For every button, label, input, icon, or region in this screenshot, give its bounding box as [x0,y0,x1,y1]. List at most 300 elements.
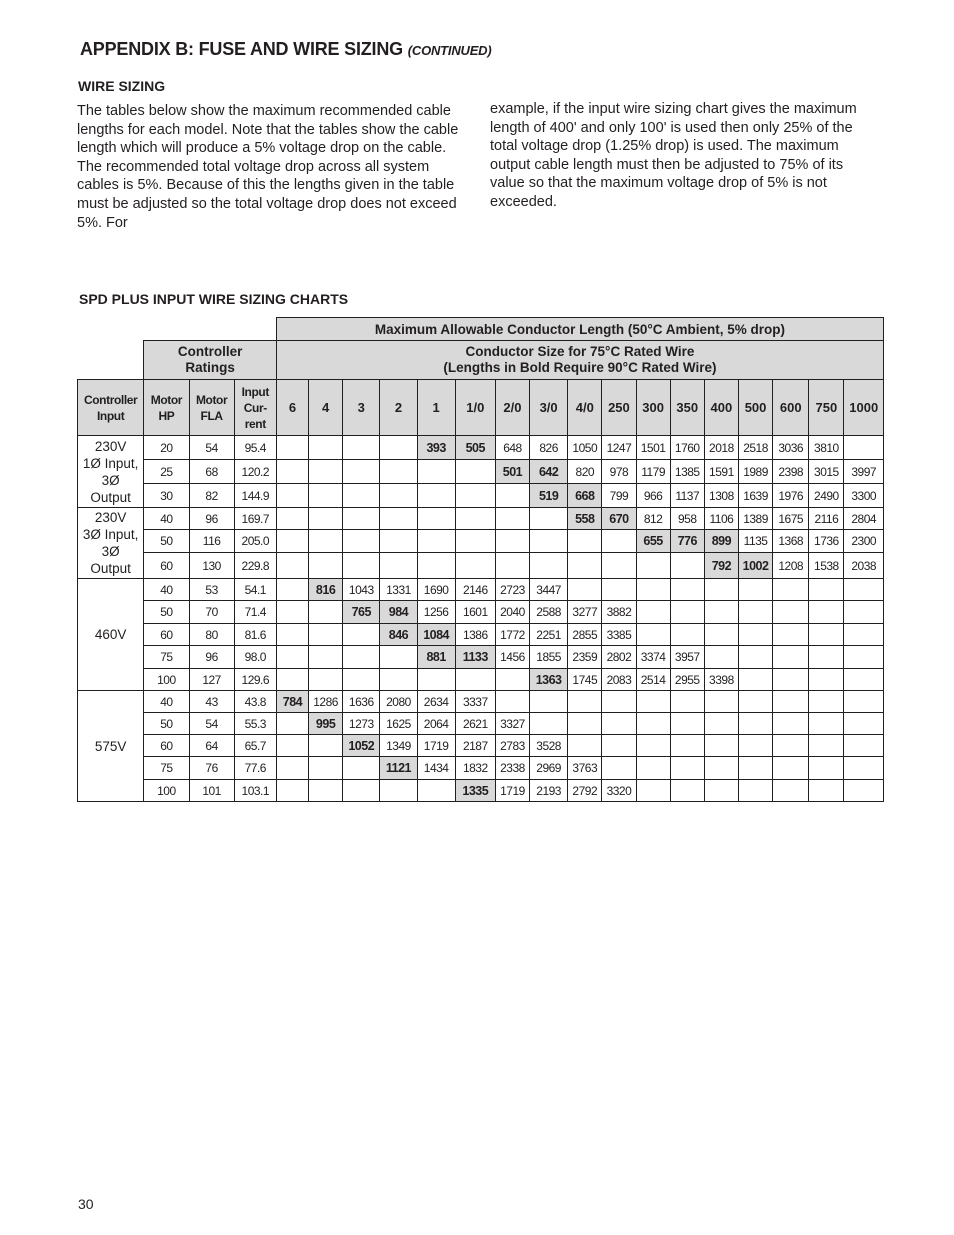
length-cell: 2723 [495,579,529,601]
input-current-cell: 81.6 [234,624,276,646]
length-cell: 1256 [417,601,455,624]
length-cell [495,691,529,713]
length-cell: 2783 [495,735,529,757]
length-cell [773,601,809,624]
length-cell: 958 [670,508,704,530]
length-cell [495,669,529,691]
length-cell: 2804 [844,508,884,530]
length-cell: 816 [309,579,343,601]
length-cell: 393 [417,436,455,460]
input-current-cell: 77.6 [234,757,276,780]
input-current-cell: 71.4 [234,601,276,624]
input-current-cell: 55.3 [234,713,276,735]
length-cell [636,780,670,802]
length-cell: 1368 [773,530,809,553]
motor-fla-cell: 101 [189,780,234,802]
length-cell [844,646,884,669]
table-row [78,436,884,460]
motor-hp-cell: 75 [144,646,189,669]
length-cell: 820 [568,460,602,484]
table-row [78,508,884,530]
length-cell: 1719 [417,735,455,757]
length-cell: 1106 [704,508,738,530]
length-cell: 846 [380,624,417,646]
length-cell: 2083 [602,669,636,691]
length-cell [738,735,772,757]
length-cell: 2955 [670,669,704,691]
length-cell: 1636 [343,691,380,713]
length-cell [568,553,602,579]
length-cell [343,436,380,460]
length-cell [309,757,343,780]
length-cell [417,553,455,579]
controller-input-label: 230V 3Ø Input, 3Ø Output [78,508,144,579]
length-cell: 1601 [455,601,495,624]
length-cell: 668 [568,484,602,508]
length-cell [773,624,809,646]
length-cell [844,601,884,624]
length-cell: 1501 [636,436,670,460]
length-cell: 1675 [773,508,809,530]
length-cell [309,508,343,530]
length-cell [276,484,308,508]
length-cell [670,713,704,735]
section-title: WIRE SIZING [78,78,166,94]
length-cell [844,713,884,735]
length-cell: 2514 [636,669,670,691]
motor-hp-cell: 40 [144,691,189,713]
length-cell [343,757,380,780]
motor-fla-cell: 82 [189,484,234,508]
length-cell: 2038 [844,553,884,579]
motor-fla-cell: 96 [189,646,234,669]
length-cell: 2490 [809,484,844,508]
col-header-size: 4 [309,380,343,436]
length-cell [417,530,455,553]
table-row [78,780,884,802]
length-cell [276,757,308,780]
length-cell [380,780,417,802]
input-current-cell: 205.0 [234,530,276,553]
table-row [78,553,884,579]
length-cell [530,508,568,530]
length-cell: 799 [602,484,636,508]
length-cell [704,646,738,669]
col-header-size: 2 [380,380,417,436]
length-cell [380,669,417,691]
input-current-cell: 129.6 [234,669,276,691]
length-cell: 2855 [568,624,602,646]
length-cell: 881 [417,646,455,669]
length-cell [276,508,308,530]
input-current-cell: 169.7 [234,508,276,530]
length-cell [844,624,884,646]
length-cell [773,735,809,757]
motor-hp-cell: 60 [144,624,189,646]
length-cell [309,646,343,669]
col-header-size: 300 [636,380,670,436]
col-header-motor-fla: Motor FLA [189,380,234,436]
input-current-cell: 98.0 [234,646,276,669]
length-cell: 984 [380,601,417,624]
length-cell: 812 [636,508,670,530]
length-cell [738,624,772,646]
length-cell: 995 [309,713,343,735]
length-cell [455,669,495,691]
length-cell [773,579,809,601]
length-cell: 1208 [773,553,809,579]
length-cell: 1137 [670,484,704,508]
length-cell [738,646,772,669]
length-cell: 1331 [380,579,417,601]
length-cell: 2064 [417,713,455,735]
motor-fla-cell: 70 [189,601,234,624]
paragraph-right: example, if the input wire sizing chart gives the maximum length of 400' and only 100' is used then only 25% of the total voltage drop (1.25% drop) is used. The maximum output cable length must then be adjusted to 75% of its value so that the maximum voltage drop of 5% is not exceeded. [490,101,857,210]
length-cell: 3036 [773,436,809,460]
length-cell [380,530,417,553]
length-cell [809,601,844,624]
motor-hp-cell: 75 [144,757,189,780]
length-cell [455,460,495,484]
col-header-motor-hp: Motor HP [144,380,189,436]
motor-fla-cell: 64 [189,735,234,757]
length-cell [309,669,343,691]
length-cell: 3385 [602,624,636,646]
length-cell [738,780,772,802]
length-cell: 1043 [343,579,380,601]
input-current-cell: 144.9 [234,484,276,508]
length-cell: 2518 [738,436,772,460]
motor-fla-cell: 96 [189,508,234,530]
length-cell [636,735,670,757]
length-cell: 978 [602,460,636,484]
length-cell [602,579,636,601]
length-cell [417,780,455,802]
input-current-cell: 54.1 [234,579,276,601]
length-cell [530,553,568,579]
motor-hp-cell: 60 [144,553,189,579]
length-cell [809,646,844,669]
length-cell: 648 [495,436,529,460]
input-current-cell: 103.1 [234,780,276,802]
length-cell: 2251 [530,624,568,646]
length-cell [809,735,844,757]
length-cell: 1135 [738,530,772,553]
length-cell: 1625 [380,713,417,735]
length-cell [568,691,602,713]
length-cell: 899 [704,530,738,553]
length-cell [380,646,417,669]
length-cell [568,735,602,757]
length-cell [670,553,704,579]
length-cell [343,530,380,553]
length-cell [773,713,809,735]
col-header-controller-input: Controller Input [78,380,144,436]
length-cell [276,601,308,624]
length-cell [568,530,602,553]
col-header-size: 1 [417,380,455,436]
table-row [78,601,884,624]
motor-hp-cell: 50 [144,713,189,735]
length-cell: 2338 [495,757,529,780]
length-cell [636,691,670,713]
length-cell [455,508,495,530]
length-cell [704,579,738,601]
length-cell: 642 [530,460,568,484]
header-max-length: Maximum Allowable Conductor Length (50°C Ambient, 5% drop) [276,318,883,341]
length-cell: 2588 [530,601,568,624]
length-cell: 1772 [495,624,529,646]
length-cell [309,530,343,553]
length-cell [309,484,343,508]
length-cell [704,624,738,646]
length-cell [455,530,495,553]
length-cell: 1385 [670,460,704,484]
length-cell: 3300 [844,484,884,508]
motor-fla-cell: 76 [189,757,234,780]
length-cell [738,601,772,624]
length-cell [455,553,495,579]
col-header-size: 1/0 [455,380,495,436]
length-cell [495,484,529,508]
length-cell: 1832 [455,757,495,780]
length-cell [343,460,380,484]
length-cell: 2300 [844,530,884,553]
length-cell [309,624,343,646]
length-cell: 1538 [809,553,844,579]
length-cell [704,735,738,757]
table-row [78,484,884,508]
table-row [78,624,884,646]
controller-input-label: 575V [78,691,144,802]
length-cell [568,713,602,735]
table-row [78,579,884,601]
table-row [78,669,884,691]
length-cell [276,624,308,646]
length-cell [844,757,884,780]
heading-title: APPENDIX B: FUSE AND WIRE SIZING [80,39,403,59]
col-header-size: 4/0 [568,380,602,436]
length-cell [602,735,636,757]
length-cell [276,530,308,553]
length-cell [495,508,529,530]
length-cell: 1456 [495,646,529,669]
length-cell: 1719 [495,780,529,802]
length-cell [670,624,704,646]
length-cell [809,624,844,646]
length-cell [276,579,308,601]
length-cell [417,460,455,484]
length-cell: 1389 [738,508,772,530]
length-cell: 3528 [530,735,568,757]
motor-fla-cell: 43 [189,691,234,713]
length-cell: 655 [636,530,670,553]
length-cell [670,757,704,780]
table-row [78,735,884,757]
length-cell: 765 [343,601,380,624]
length-cell [309,436,343,460]
length-cell: 1690 [417,579,455,601]
length-cell [636,624,670,646]
length-cell: 784 [276,691,308,713]
length-cell: 1976 [773,484,809,508]
length-cell [276,669,308,691]
length-cell [602,713,636,735]
length-cell: 3320 [602,780,636,802]
length-cell [417,484,455,508]
length-cell [809,757,844,780]
length-cell [343,646,380,669]
length-cell [738,757,772,780]
motor-fla-cell: 54 [189,436,234,460]
length-cell: 3277 [568,601,602,624]
controller-input-label: 460V [78,579,144,691]
motor-hp-cell: 30 [144,484,189,508]
motor-hp-cell: 100 [144,669,189,691]
col-header-size: 500 [738,380,772,436]
col-header-size: 1000 [844,380,884,436]
length-cell: 1591 [704,460,738,484]
length-cell: 3997 [844,460,884,484]
table-row [78,757,884,780]
length-cell [343,624,380,646]
length-cell [636,553,670,579]
table-row [78,460,884,484]
length-cell: 1084 [417,624,455,646]
motor-hp-cell: 60 [144,735,189,757]
length-cell [844,579,884,601]
length-cell [704,691,738,713]
length-cell [636,601,670,624]
length-cell [530,530,568,553]
length-cell [670,735,704,757]
length-cell: 1434 [417,757,455,780]
length-cell: 2621 [455,713,495,735]
col-header-size: 600 [773,380,809,436]
length-cell [276,735,308,757]
length-cell: 2969 [530,757,568,780]
length-cell: 1386 [455,624,495,646]
length-cell [343,780,380,802]
motor-hp-cell: 50 [144,530,189,553]
length-cell [495,530,529,553]
length-cell [773,757,809,780]
length-cell: 2193 [530,780,568,802]
motor-hp-cell: 100 [144,780,189,802]
length-cell: 3882 [602,601,636,624]
length-cell [417,508,455,530]
length-cell [738,669,772,691]
motor-fla-cell: 68 [189,460,234,484]
length-cell: 1121 [380,757,417,780]
length-cell [738,713,772,735]
motor-fla-cell: 116 [189,530,234,553]
length-cell [276,436,308,460]
length-cell [670,780,704,802]
length-cell: 3810 [809,436,844,460]
motor-fla-cell: 54 [189,713,234,735]
length-cell [276,713,308,735]
input-current-cell: 120.2 [234,460,276,484]
length-cell: 1273 [343,713,380,735]
length-cell: 3337 [455,691,495,713]
col-header-input-current: Input Cur- rent [234,380,276,436]
wire-sizing-table [77,317,884,802]
length-cell [276,646,308,669]
motor-fla-cell: 53 [189,579,234,601]
table-row [78,530,884,553]
header-conductor-size: Conductor Size for 75°C Rated Wire (Lengths in Bold Require 90°C Rated Wire) [276,341,883,380]
length-cell [380,436,417,460]
length-cell: 2359 [568,646,602,669]
length-cell: 2398 [773,460,809,484]
length-cell [455,484,495,508]
input-current-cell: 95.4 [234,436,276,460]
length-cell [380,484,417,508]
length-cell: 966 [636,484,670,508]
length-cell: 3957 [670,646,704,669]
heading-continued: (CONTINUED) [407,43,492,58]
motor-fla-cell: 80 [189,624,234,646]
length-cell [276,553,308,579]
length-cell [380,460,417,484]
length-cell [809,669,844,691]
length-cell [738,691,772,713]
length-cell: 1363 [530,669,568,691]
length-cell: 2634 [417,691,455,713]
length-cell [309,460,343,484]
col-header-size: 2/0 [495,380,529,436]
page-heading [80,39,492,60]
length-cell: 501 [495,460,529,484]
length-cell [602,757,636,780]
length-cell [738,579,772,601]
col-header-size: 6 [276,380,308,436]
length-cell [670,691,704,713]
motor-hp-cell: 20 [144,436,189,460]
length-cell: 1002 [738,553,772,579]
length-cell [343,484,380,508]
length-cell: 1308 [704,484,738,508]
input-current-cell: 229.8 [234,553,276,579]
length-cell: 1639 [738,484,772,508]
length-cell [704,601,738,624]
motor-hp-cell: 25 [144,460,189,484]
length-cell: 1335 [455,780,495,802]
length-cell: 1179 [636,460,670,484]
length-cell: 3015 [809,460,844,484]
length-cell: 519 [530,484,568,508]
col-header-size: 3/0 [530,380,568,436]
length-cell [773,669,809,691]
length-cell: 2802 [602,646,636,669]
length-cell: 792 [704,553,738,579]
length-cell [704,780,738,802]
length-cell: 1736 [809,530,844,553]
length-cell [809,691,844,713]
length-cell: 1050 [568,436,602,460]
length-cell [704,713,738,735]
length-cell: 2792 [568,780,602,802]
length-cell: 1286 [309,691,343,713]
length-cell: 670 [602,508,636,530]
length-cell [602,530,636,553]
length-cell: 776 [670,530,704,553]
length-cell [636,757,670,780]
length-cell [636,713,670,735]
length-cell: 2040 [495,601,529,624]
table-row [78,691,884,713]
